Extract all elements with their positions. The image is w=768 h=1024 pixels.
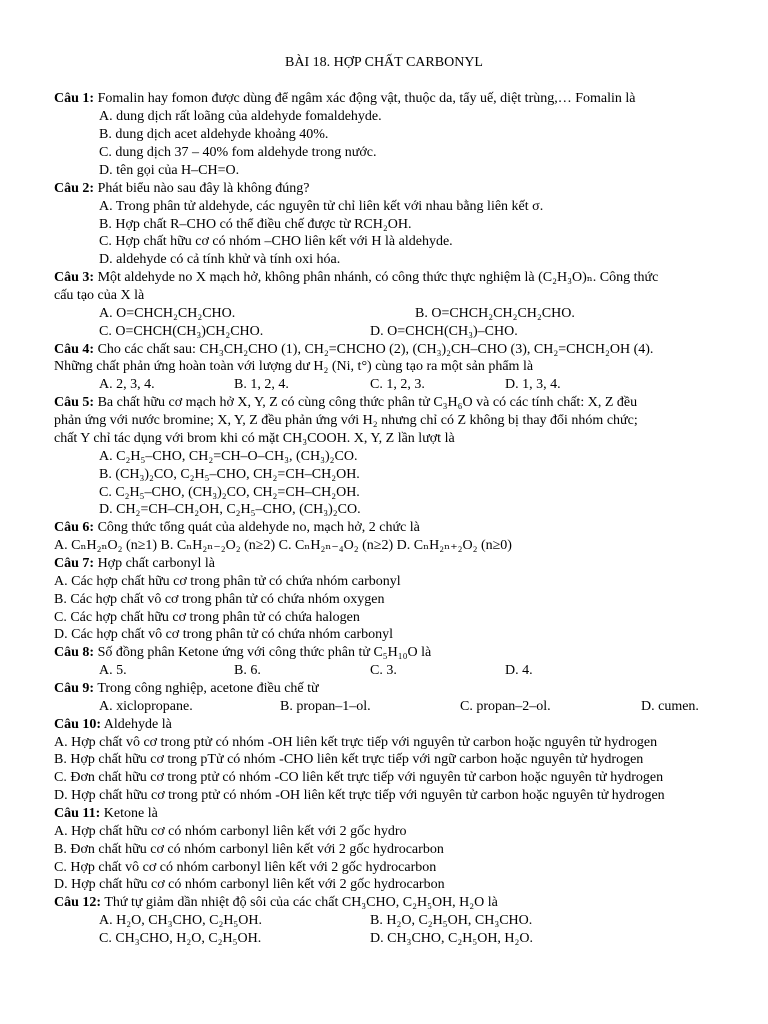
question-11: [54, 805, 158, 822]
option-d: D. O=CHCH(CH₃)–CHO.: [370, 324, 518, 339]
option-b: B. H₂O, C₂H₅OH, CH₃CHO.: [370, 913, 533, 928]
option-b: B. dung dịch acet aldehyde khoảng 40%.: [99, 127, 329, 142]
question-label: Câu 10:: [54, 717, 102, 732]
question-text: Phát biểu nào sau đây là không đúng?: [97, 181, 310, 196]
option-b: B. 1, 2, 4.: [234, 377, 289, 392]
option-a: A. Trong phân tử aldehyde, các nguyên tử chỉ liên kết với nhau bằng liên kết σ.: [99, 199, 544, 214]
question-4: [54, 341, 653, 358]
option-d: D. 1, 3, 4.: [505, 377, 561, 392]
question-label: Câu 12:: [54, 895, 102, 910]
question-label: Câu 7:: [54, 556, 95, 571]
question-label: Câu 11:: [54, 806, 101, 821]
question-text: Công thức tổng quát của aldehyde no, mạch hở, 2 chức là: [97, 520, 420, 535]
question-text: Ba chất hữu cơ mạch hở X, Y, Z có cùng công thức phân tử C₃H₆O và có các tính chất: X, Z đều: [97, 395, 638, 410]
question-5: [54, 394, 637, 411]
question-12: [54, 894, 498, 911]
option-c: C. C₂H₅–CHO, (CH₃)₂CO, CH₂=CH–CH₂OH.: [99, 485, 360, 500]
option-a: A. Hợp chất hữu cơ có nhóm carbonyl liên kết với 2 gốc hydro: [54, 824, 407, 839]
option-d: D. cumen.: [641, 699, 699, 714]
question-text-continued: cấu tạo của X là: [54, 288, 145, 303]
question-3: [54, 269, 658, 286]
question-1: [54, 90, 636, 107]
option-c: C. 3.: [370, 663, 397, 678]
question-text: Số đồng phân Ketone ứng với công thức phân tử C₅H₁₀O là: [97, 645, 432, 660]
question-text-continued: phản ứng với nước bromine; X, Y, Z đều phản ứng với H₂ nhưng chỉ có Z không bị thay đổi nhóm chức;: [54, 413, 638, 428]
question-label: Câu 4:: [54, 342, 95, 357]
question-label: Câu 8:: [54, 645, 95, 660]
option-a: A. O=CHCH₂CH₂CHO.: [99, 306, 236, 321]
option-b: B. Đơn chất hữu cơ có nhóm carbonyl liên kết với 2 gốc hydrocarbon: [54, 842, 444, 857]
option-b: B. O=CHCH₂CH₂CH₂CHO.: [415, 306, 575, 321]
question-label: Câu 3:: [54, 270, 95, 285]
question-label: Câu 9:: [54, 681, 95, 696]
option-d: D. CH₃CHO, C₂H₅OH, H₂O.: [370, 931, 534, 946]
option-a: A. dung dịch rất loãng của aldehyde fomaldehyde.: [99, 109, 382, 124]
question-label: Câu 1:: [54, 91, 95, 106]
option-a: A. Hợp chất vô cơ trong ptử có nhóm -OH liên kết trực tiếp với nguyên tử carbon hoặc nguyên tử hydrogen: [54, 735, 658, 750]
option-a: A. 5.: [99, 663, 127, 678]
option-d: D. Các hợp chất vô cơ trong phân tử có chứa nhóm carbonyl: [54, 627, 394, 642]
option-b: B. Hợp chất hữu cơ trong pTử có nhóm -CHO liên kết trực tiếp với ngữ carbon hoặc nguyên tử hydrogen: [54, 752, 644, 767]
question-text: Aldehyde là: [103, 717, 172, 732]
question-text-continued: Những chất phản ứng hoàn toàn với lượng dư H₂ (Ni, t°) cùng tạo ra một sản phẩm là: [54, 359, 534, 374]
option-a: A. 2, 3, 4.: [99, 377, 155, 392]
question-text: Một aldehyde no X mạch hở, không phân nhánh, có công thức thực nghiệm là (C₂H₃O)ₙ. Công thức: [97, 270, 659, 285]
question-label: Câu 6:: [54, 520, 95, 535]
question-2: [54, 180, 309, 197]
option-a: A. Các hợp chất hữu cơ trong phân tử có chứa nhóm carbonyl: [54, 574, 401, 589]
option-d: D. 4.: [505, 663, 533, 678]
option-c: C. CH₃CHO, H₂O, C₂H₅OH.: [99, 931, 262, 946]
page-title: BÀI 18. HỢP CHẤT CARBONYL: [285, 55, 483, 70]
option-c: C. dung dịch 37 – 40% fom aldehyde trong nước.: [99, 145, 377, 160]
option-b: B. (CH₃)₂CO, C₂H₅–CHO, CH₂=CH–CH₂OH.: [99, 467, 360, 482]
question-7: [54, 555, 215, 572]
option-d: D. tên gọi của H–CH=O.: [99, 163, 240, 178]
option-c: C. Hợp chất vô cơ có nhóm carbonyl liên kết với 2 gốc hydrocarbon: [54, 860, 437, 875]
option-b: B. 6.: [234, 663, 261, 678]
option-b: B. Các hợp chất vô cơ trong phân tử có chứa nhóm oxygen: [54, 592, 385, 607]
question-8: [54, 644, 431, 661]
option-c: C. Đơn chất hữu cơ trong ptử có nhóm -CO liên kết trực tiếp với nguyên tử carbon hoặc nguyên tử hydrogen: [54, 770, 664, 785]
option-a: A. xiclopropane.: [99, 699, 193, 714]
question-text: Hợp chất carbonyl là: [97, 556, 215, 571]
question-text: Ketone là: [103, 806, 158, 821]
option-c: C. O=CHCH(CH₃)CH₂CHO.: [99, 324, 264, 339]
question-text: Fomalin hay fomon được dùng để ngâm xác động vật, thuộc da, tẩy uế, diệt trùng,… Fomalin là: [97, 91, 636, 106]
question-label: Câu 2:: [54, 181, 95, 196]
options-line: A. CₙH₂ₙO₂ (n≥1) B. CₙH₂ₙ₋₂O₂ (n≥2) C. CₙH₂ₙ₋₄O₂ (n≥2) D. CₙH₂ₙ₊₂O₂ (n≥0): [54, 538, 512, 553]
question-label: Câu 5:: [54, 395, 95, 410]
option-b: B. propan–1–ol.: [280, 699, 371, 714]
option-a: A. H₂O, CH₃CHO, C₂H₅OH.: [99, 913, 263, 928]
option-c: C. Hợp chất hữu cơ có nhóm –CHO liên kết với H là aldehyde.: [99, 234, 453, 249]
option-b: B. Hợp chất R–CHO có thể điều chế được từ RCH₂OH.: [99, 217, 412, 232]
question-text-continued: chất Y chỉ tác dụng với brom khi có mặt CH₃COOH. X, Y, Z lần lượt là: [54, 431, 455, 446]
option-c: C. propan–2–ol.: [460, 699, 551, 714]
question-10: [54, 716, 172, 733]
question-text: Trong công nghiệp, acetone điều chế từ: [97, 681, 319, 696]
option-a: A. C₂H₅–CHO, CH₂=CH–O–CH₃, (CH₃)₂CO.: [99, 449, 358, 464]
option-d: D. Hợp chất hữu cơ có nhóm carbonyl liên kết với 2 gốc hydrocarbon: [54, 877, 445, 892]
option-d: D. Hợp chất hữu cơ trong ptử có nhóm -OH liên kết trực tiếp với nguyên tử carbon hoặc nguyên tử hydrogen: [54, 788, 665, 803]
option-d: D. aldehyde có cả tính khử và tính oxi hóa.: [99, 252, 341, 267]
question-9: [54, 680, 319, 697]
question-text: Cho các chất sau: CH₃CH₂CHO (1), CH₂=CHCHO (2), (CH₃)₂CH–CHO (3), CH₂=CHCH₂OH (4).: [97, 342, 654, 357]
question-text: Thứ tự giảm dần nhiệt độ sôi của các chất CH₃CHO, C₂H₅OH, H₂O là: [104, 895, 498, 910]
option-c: C. 1, 2, 3.: [370, 377, 425, 392]
option-c: C. Các hợp chất hữu cơ trong phân tử có chứa halogen: [54, 610, 360, 625]
question-6: [54, 519, 420, 536]
option-d: D. CH₂=CH–CH₂OH, C₂H₅–CHO, (CH₃)₂CO.: [99, 502, 361, 517]
